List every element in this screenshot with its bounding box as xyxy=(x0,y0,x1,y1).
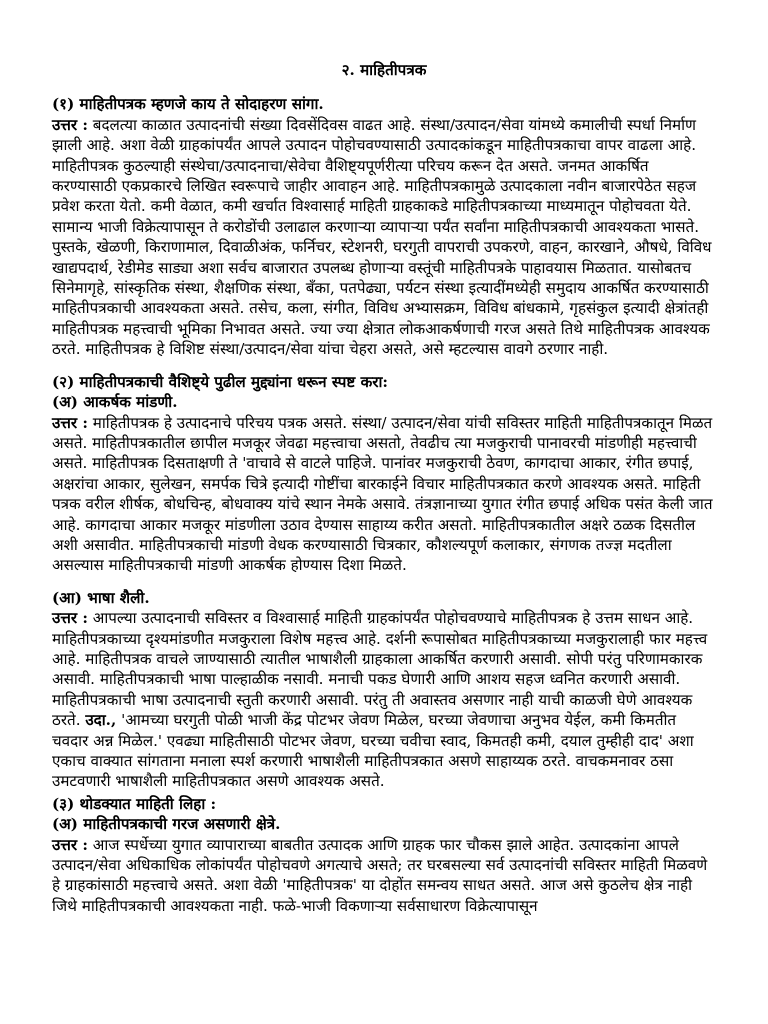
answer-3a xyxy=(52,835,716,917)
answer-2b-text-1: आपल्या उत्पादनाची सविस्तर व विश्वासार्ह माहिती ग्राहकांपर्यंत पोहोचवण्याचे माहितीपत्रक हे उत्तम साधन आहे. माहितीपत्रकाच्या दृश्यमांडणीत मजकुराला विशेष महत्त्व आहे. दर्शनी रूपासोबत माहितीपत्रकाच्या मजकुरालाही फार महत्त्व आहे. माहितीपत्रक वाचले जाण्यासाठी त्यातील भाषाशैली ग्राहकाला आकर्षित करणारी असावी. सोपी परंतु परिणामकारक असावी. माहितीपत्रकाची भाषा पाल्हाळीक नसावी. मनाची पकड घेणारी आणि आशय सहज ध्वनित करणारी असावी. माहितीपत्रकाची भाषा उत्पादनाची स्तुती करणारी असावी. परंतु ती अवास्तव असणार नाही याची काळजी घेणे आवश्यक ठरते. xyxy=(52,609,708,730)
answer-label: उत्तर : xyxy=(52,413,88,432)
answer-1 xyxy=(52,115,716,360)
answer-3a-text: आज स्पर्धेच्या युगात व्यापाराच्या बाबतीत उत्पादक आणि ग्राहक फार चौकस झाले आहेत. उत्पादकांना आपले उत्पादन/सेवा अधिकाधिक लोकांपर्यंत पोहोचवणे अगत्याचे असते; तर घरबसल्या सर्व उत्पादनांची सविस्तर माहिती मिळवणे हे ग्राहकांसाठी महत्त्वाचे असते. अशा वेळी 'माहितीपत्रक' या दोहोंत समन्वय साधत असते. आज असे कुठलेच क्षेत्र नाही जिथे माहितीपत्रकाची आवश्यकता नाही. फळे-भाजी विकणाऱ्या सर्वसाधारण विक्रेत्यापासून xyxy=(52,835,708,915)
answer-label: उत्तर : xyxy=(52,115,88,134)
question-1: (१) माहितीपत्रक म्हणजे काय ते सोदाहरण सांगा. xyxy=(52,95,324,114)
question-3: (३) थोडक्यात माहिती लिहा : xyxy=(52,794,217,813)
page-title: २. माहितीपत्रक xyxy=(341,61,427,79)
subheading-2b: (आ) भाषा शैली. xyxy=(52,588,150,607)
answer-label: उत्तर : xyxy=(52,609,88,628)
example-label: उदा., xyxy=(85,711,117,730)
answer-2b xyxy=(52,608,716,792)
subheading-3a: (अ) माहितीपत्रकाची गरज असणारी क्षेत्रे. xyxy=(52,815,281,834)
document-page xyxy=(52,60,716,916)
subheading-2a: (अ) आकर्षक मांडणी. xyxy=(52,393,178,412)
answer-label: उत्तर : xyxy=(52,835,88,854)
answer-2a xyxy=(52,413,716,576)
answer-2a-text: माहितीपत्रक हे उत्पादनाचे परिचय पत्रक असते. संस्था/ उत्पादन/सेवा यांची सविस्तर माहिती माहितीपत्रकातून मिळत असते. माहितीपत्रकातील छापील मजकूर जेवढा महत्त्वाचा असतो, तेवढीच त्या मजकुराची पानावरची मांडणीही महत्त्वाची असते. माहितीपत्रक दिसताक्षणी ते 'वाचावे से वाटले पाहिजे. पानांवर मजकुराची ठेवण, कागदाचा आकार, रंगीत छपाई, अक्षरांचा आकार, सुलेखन, समर्पक चित्रे इत्यादी गोष्टींचा बारकाईने विचार माहितीपत्रकात करणे आवश्यक असते. माहिती पत्रक वरील शीर्षक, बोधचिन्ह, बोधवाक्य यांचे स्थान नेमके असावे. तंत्रज्ञानाच्या युगात रंगीत छपाई अधिक पसंत केली जात आहे. कागदाचा आकार मजकूर मांडणीला उठाव देण्यास साहाय्य करीत असतो. माहितीपत्रकातील अक्षरे ठळक दिसतील अशी असावीत. माहितीपत्रकाची मांडणी वेधक करण्यासाठी चित्रकार, कौशल्यपूर्ण कलाकार, संगणक तज्ज्ञ मदतीला असल्यास माहितीपत्रकाची मांडणी आकर्षक होण्यास दिशा मिळते. xyxy=(52,413,713,575)
answer-2b-text-2: 'आमच्या घरगुती पोळी भाजी केंद्र पोटभर जेवण मिळेल, घरच्या जेवणाचा अनुभव येईल, कमी किमतीत चवदार अन्न मिळेल.' एवढ्या माहितीसाठी पोटभर जेवण, घरच्या चवीचा स्वाद, किमतही कमी, दयाल तुम्हीही दाद' अशा एकाच वाक्यात सांगताना मनाला स्पर्श करणारी भाषाशैली माहितीपत्रकात असणे साहाय्यक ठरते. वाचकमनावर ठसा उमटवणारी भाषाशैली माहितीपत्रकात असणे आवश्यक असते. xyxy=(52,711,694,791)
answer-1-text: बदलत्या काळात उत्पादनांची संख्या दिवसेंदिवस वाढत आहे. संस्था/उत्पादन/सेवा यांमध्ये कमालीची स्पर्धा निर्माण झाली आहे. अशा वेळी ग्राहकांपर्यंत आपले उत्पादन पोहोचवण्यासाठी उत्पादकांकडून माहितीपत्रकाचा वापर वाढला आहे. माहितीपत्रक कुठल्याही संस्थेचा/उत्पादनाचा/सेवेचा वैशिष्ट्यपूर्णरीत्या परिचय करून देत असते. जनमत आकर्षित करण्यासाठी एकप्रकारचे लिखित स्वरूपाचे जाहीर आवाहन आहे. माहितीपत्रकामुळे उत्पादकाला नवीन बाजारपेठेत सहज प्रवेश करता येतो. कमी वेळात, कमी खर्चात विश्वासार्ह माहिती ग्राहकाकडे माहितीपत्रकाच्या माध्यमातून पोहोचवता येते. सामान्य भाजी विक्रेत्यापासून ते करोडोंची उलाढाल करणाऱ्या व्यापाऱ्या पर्यंत सर्वांना माहितीपत्रकाची आवश्यकता भासते. पुस्तके, खेळणी, किराणामाल, दिवाळीअंक, फर्निचर, स्टेशनरी, घरगुती वापराची उपकरणे, वाहन, कारखाने, औषधे, विविध खाद्यपदार्थ, रेडीमेड साड्या अशा सर्वच बाजारात उपलब्ध होणाऱ्या वस्तूंची माहितीपत्रके पाहावयास मिळतात. यासोबतच सिनेमागृहे, सांस्कृतिक संस्था, शैक्षणिक संस्था, बँका, पतपेढ्या, पर्यटन संस्था इत्यादींमध्येही समुदाय आकर्षित करण्यासाठी माहितीपत्रकाची आवश्यकता असते. तसेच, कला, संगीत, विविध अभ्यासक्रम, विविध बांधकामे, गृहसंकुल इत्यादी क्षेत्रांतही माहितीपत्रक महत्त्वाची भूमिका निभावत असते. ज्या ज्या क्षेत्रात लोकआकर्षणाची गरज असते तिथे माहितीपत्रक आवश्यक ठरते. माहितीपत्रक हे विशिष्ट संस्था/उत्पादन/सेवा यांचा चेहरा असते, असे म्हटल्यास वावगे ठरणार नाही. xyxy=(52,115,712,359)
question-2: (२) माहितीपत्रकाची वैशिष्ट्ये पुढील मुद्द्यांना धरून स्पष्ट करा: xyxy=(52,372,388,391)
